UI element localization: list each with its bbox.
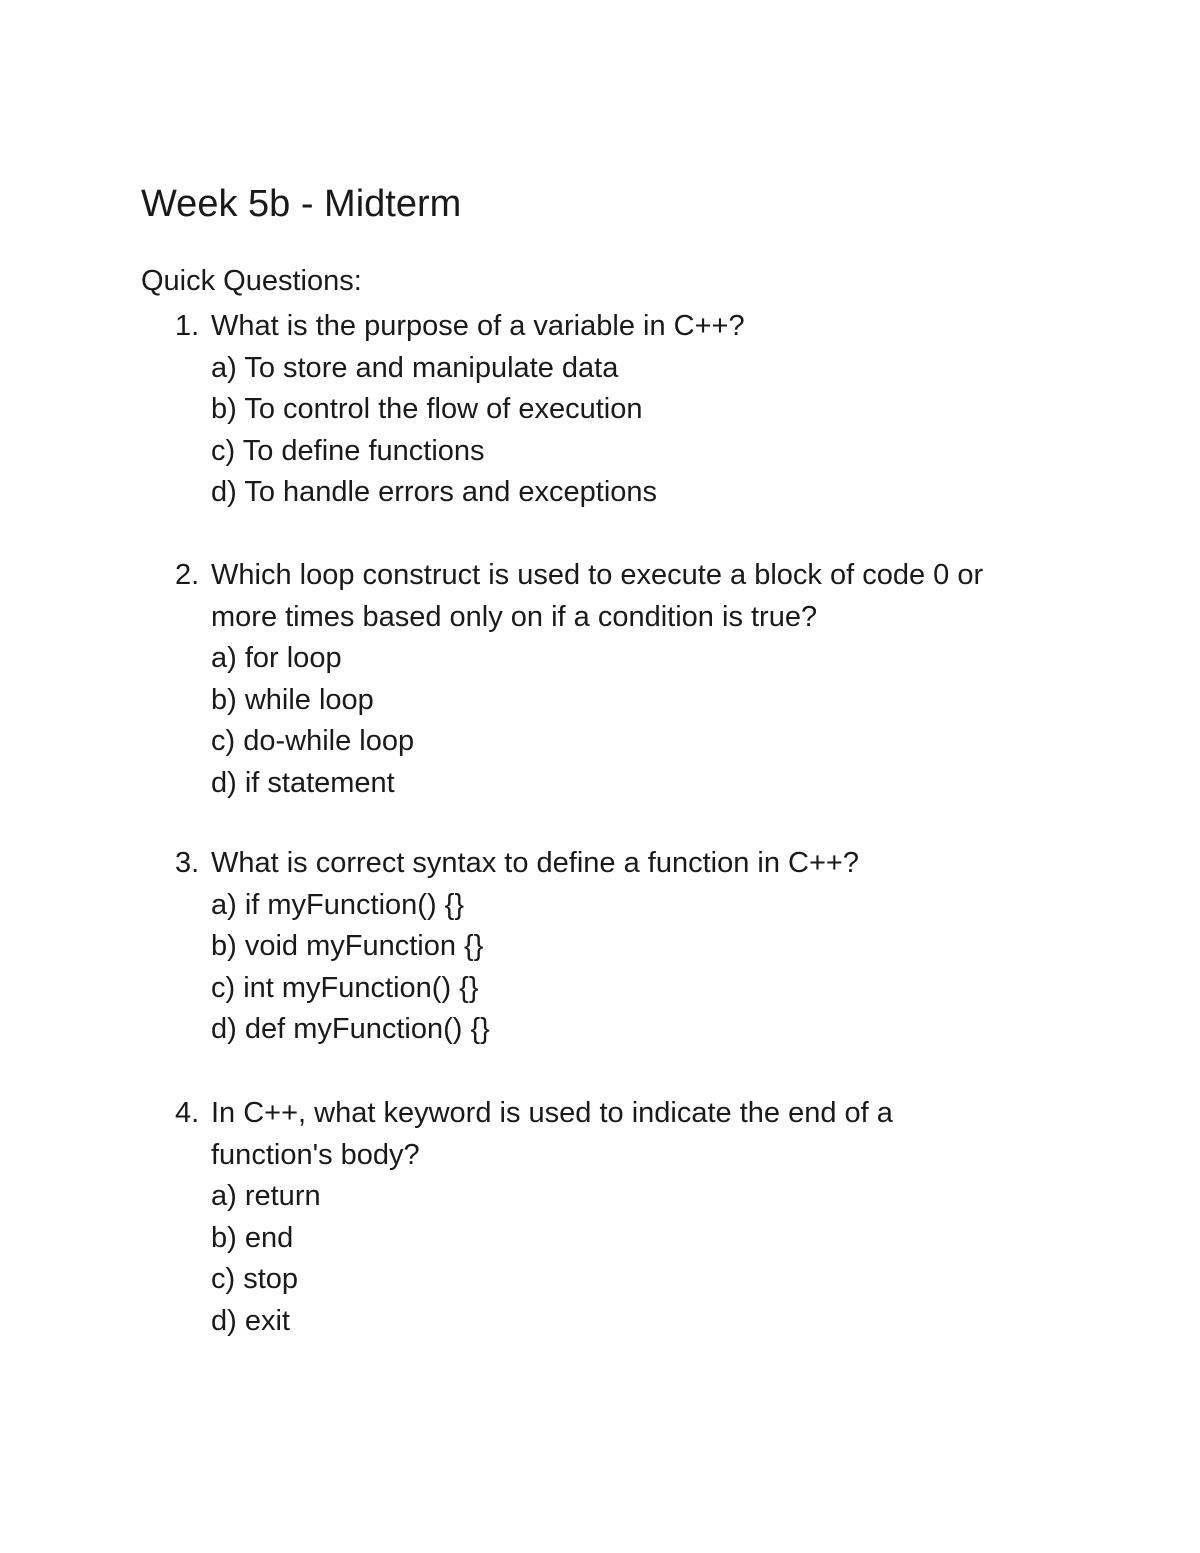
answer-option-b: b) while loop	[211, 683, 374, 716]
answer-option-a: a) return	[211, 1180, 321, 1212]
document-title: Week 5b - Midterm	[141, 183, 462, 225]
question-text-line: What is correct syntax to define a function in C++?	[211, 847, 859, 879]
answer-option-c: c) do-while loop	[211, 725, 415, 757]
answer-options	[211, 348, 1071, 514]
question-body	[211, 555, 1071, 804]
section-heading: Quick Questions:	[141, 265, 362, 297]
question-text-line: In C++, what keyword is used to indicate the end of a	[211, 1097, 893, 1129]
question-text	[211, 555, 1071, 638]
answer-options	[211, 885, 1071, 1051]
question-text-line: What is the purpose of a variable in C++?	[211, 310, 745, 342]
answer-option-a: a) for loop	[211, 642, 342, 674]
question-body	[211, 1093, 1071, 1342]
answer-option-b: b) void myFunction {}	[211, 930, 484, 962]
question-text	[211, 306, 1071, 348]
answer-option-b: b) To control the flow of execution	[211, 393, 643, 425]
answer-option-a: a) if myFunction() {}	[211, 888, 465, 921]
answer-option-d: d) def myFunction() {}	[211, 1013, 490, 1045]
answer-option-c: c) To define functions	[211, 434, 485, 467]
question-body	[211, 306, 1071, 514]
answer-option-a: a) To store and manipulate data	[211, 351, 619, 384]
question-number: 4.	[175, 1097, 200, 1129]
answer-options	[211, 638, 1071, 804]
question-number: 3.	[175, 847, 200, 879]
answer-option-d: d) if statement	[211, 766, 395, 799]
answer-option-d: d) exit	[211, 1304, 290, 1337]
question-text-line: more times based only on if a condition is true?	[211, 600, 818, 633]
question-body	[211, 843, 1071, 1051]
question-number: 2.	[175, 559, 200, 591]
question-number: 1.	[175, 310, 200, 342]
answer-options	[211, 1176, 1071, 1342]
question-text-line: Which loop construct is used to execute a block of code 0 or	[211, 559, 984, 591]
question-text	[211, 843, 1071, 885]
answer-option-b: b) end	[211, 1221, 294, 1254]
question-text	[211, 1093, 1071, 1176]
answer-option-d: d) To handle errors and exceptions	[211, 476, 658, 508]
answer-option-c: c) int myFunction() {}	[211, 971, 479, 1004]
question-text-line: function's body?	[211, 1138, 420, 1171]
answer-option-c: c) stop	[211, 1263, 299, 1295]
